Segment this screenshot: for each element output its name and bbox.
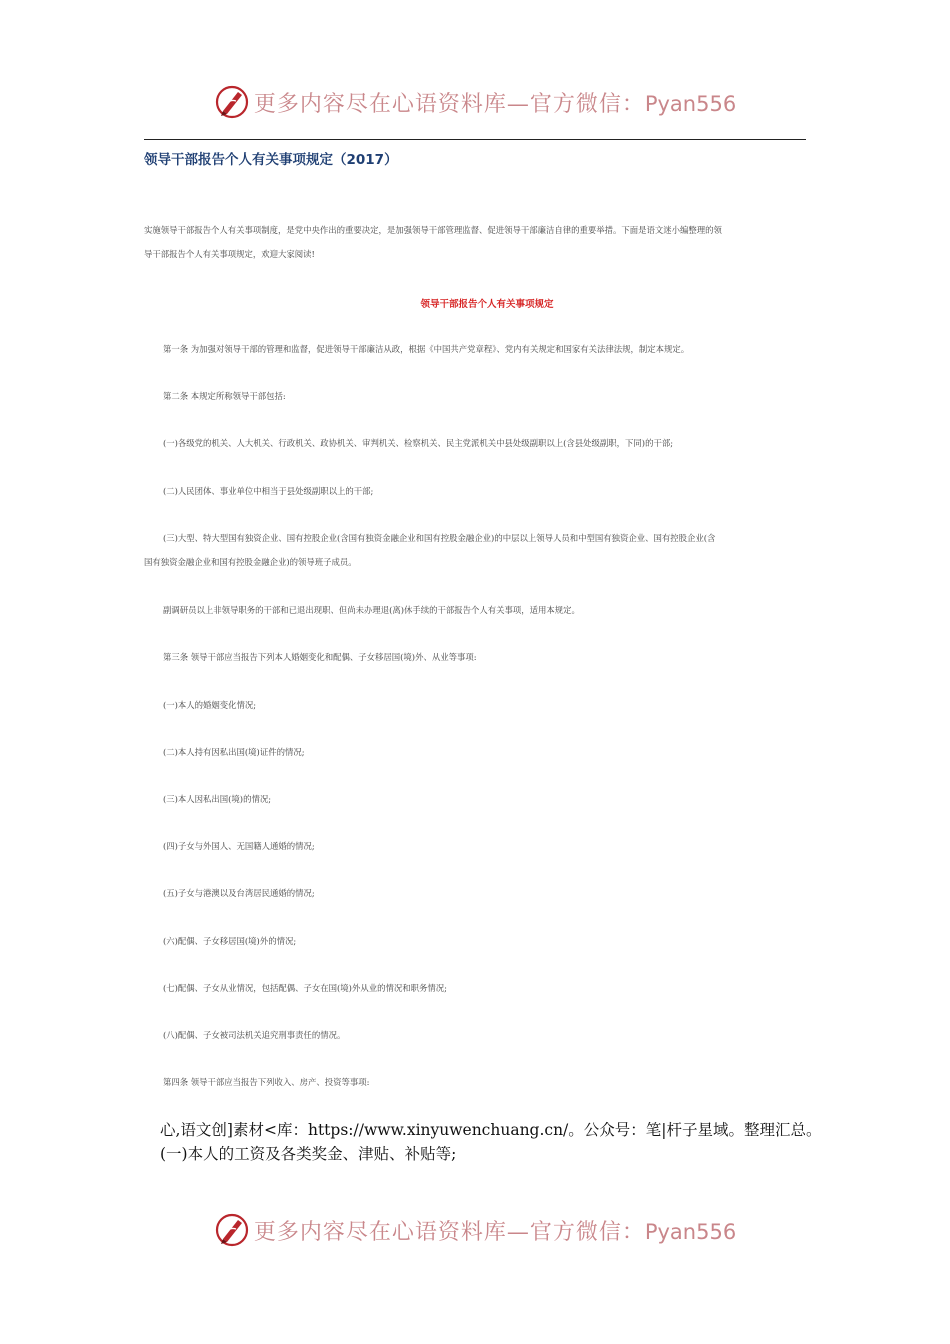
footer-continuation-line: (一)本人的工资及各类奖金、津贴、补贴等; xyxy=(160,1145,457,1163)
paragraph: (七)配偶、子女从业情况，包括配偶、子女在国(境)外从业的情况和职务情况; xyxy=(163,983,447,993)
paragraph: 第一条 为加强对领导干部的管理和监督，促进领导干部廉洁从政，根据《中国共产党章程》、党内有关规定和国家有关法律法规，制定本规定。 xyxy=(163,344,690,354)
banner-slogan: 更多内容尽在心语资料库—官方微信： xyxy=(253,1219,645,1245)
paragraph: (一)本人的婚姻变化情况; xyxy=(163,700,257,710)
section-subtitle: 领导干部报告个人有关事项规定 xyxy=(420,299,554,310)
pen-logo-icon xyxy=(214,84,250,120)
pen-logo-icon xyxy=(214,1212,250,1248)
banner-text xyxy=(254,87,736,118)
paragraph: (二)人民团体、事业单位中相当于县处级副职以上的干部; xyxy=(163,486,374,496)
header-watermark-banner xyxy=(0,82,950,122)
paragraph: 副调研员以上非领导职务的干部和已退出现职、但尚未办理退(离)休手续的干部报告个人有关事项，适用本规定。 xyxy=(163,605,580,615)
footer-source-line: 心,语文创]素材<库：https://www.xinyuwenchuang.cn/。公众号：笔|杆子星域。整理汇总。 xyxy=(160,1121,822,1139)
paragraph: (三)大型、特大型国有独资企业、国有控股企业(含国有独资金融企业和国有控股金融企业)的中层以上领导人员和中型国有独资企业、国有控股企业(含 xyxy=(163,533,716,543)
paragraph: (六)配偶、子女移居国(境)外的情况; xyxy=(163,936,297,946)
document-title: 领导干部报告个人有关事项规定（2017） xyxy=(144,152,398,168)
paragraph: 第二条 本规定所称领导干部包括: xyxy=(163,391,286,401)
paragraph: 第四条 领导干部应当报告下列收入、房产、投资等事项: xyxy=(163,1077,370,1087)
banner-slogan: 更多内容尽在心语资料库—官方微信： xyxy=(253,91,645,117)
paragraph: (五)子女与港澳以及台湾居民通婚的情况; xyxy=(163,888,315,898)
banner-text xyxy=(254,1215,736,1246)
paragraph: 第三条 领导干部应当报告下列本人婚姻变化和配偶、子女移居国(境)外、从业等事项: xyxy=(163,652,477,662)
banner-brand: Pyan556 xyxy=(644,91,737,116)
paragraph: (二)本人持有因私出国(境)证件的情况; xyxy=(163,747,305,757)
paragraph: 国有独资金融企业和国有控股金融企业)的领导班子成员。 xyxy=(144,557,357,567)
intro-line-2: 导干部报告个人有关事项规定，欢迎大家阅读! xyxy=(144,249,315,259)
header-divider xyxy=(144,139,806,140)
intro-line-1: 实施领导干部报告个人有关事项制度，是党中央作出的重要决定，是加强领导干部管理监督、促进领导干部廉洁自律的重要举措。下面是语文迷小编整理的领 xyxy=(144,225,722,235)
paragraph: (四)子女与外国人、无国籍人通婚的情况; xyxy=(163,841,315,851)
banner-brand: Pyan556 xyxy=(644,1219,737,1244)
paragraph: (一)各级党的机关、人大机关、行政机关、政协机关、审判机关、检察机关、民主党派机关中县处级副职以上(含县处级副职，下同)的干部; xyxy=(163,438,674,448)
paragraph: (三)本人因私出国(境)的情况; xyxy=(163,794,272,804)
paragraph: (八)配偶、子女被司法机关追究刑事责任的情况。 xyxy=(163,1030,346,1040)
footer-watermark-banner xyxy=(0,1210,950,1250)
